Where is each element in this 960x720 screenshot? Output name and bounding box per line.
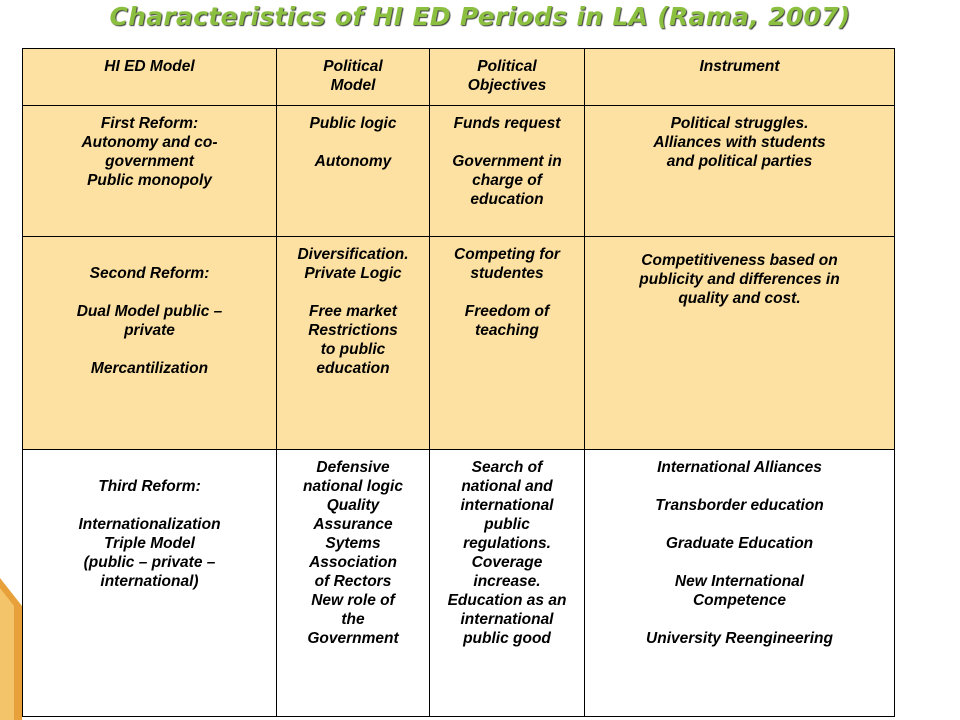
- table-cell: [277, 106, 430, 237]
- header-text: HI ED Model: [104, 58, 195, 75]
- cell-text: Funds request Government in charge of education: [452, 115, 562, 208]
- table-row-first-reform: [23, 106, 895, 237]
- table-cell: [430, 237, 585, 450]
- cell-text: Competing for studentes Freedom of teaching: [454, 246, 560, 339]
- cell-text: Diversification. Private Logic Free market Restrictions to public education: [297, 246, 409, 377]
- characteristics-table: [22, 48, 895, 717]
- table-header-row: [23, 49, 895, 106]
- header-political-model: [277, 49, 430, 106]
- table-row-third-reform: [23, 450, 895, 717]
- table-cell: [277, 450, 430, 717]
- decorative-corner-shape: [0, 578, 22, 720]
- table-row-second-reform: [23, 237, 895, 450]
- header-text: Instrument: [699, 58, 780, 75]
- header-text: Political Objectives: [467, 58, 547, 94]
- table-cell: [430, 450, 585, 717]
- header-hi-ed-model: [23, 49, 277, 106]
- header-text: Political Model: [323, 58, 383, 94]
- header-political-objectives: [430, 49, 585, 106]
- table-cell: [23, 106, 277, 237]
- header-instrument: [585, 49, 895, 106]
- table-cell: [585, 106, 895, 237]
- cell-text: Competitiveness based on publicity and differences in quality and cost.: [639, 252, 840, 307]
- slide-title: Characteristics of HI ED Periods in LA (Rama, 2007): [109, 2, 851, 31]
- table-cell: [277, 237, 430, 450]
- cell-text: Political struggles. Alliances with students and political parties: [653, 115, 826, 170]
- cell-text: Second Reform: Dual Model public – private Mercantilization: [76, 265, 223, 377]
- table-cell: [430, 106, 585, 237]
- cell-text: Third Reform: Internationalization Triple Model (public – private – international): [78, 478, 221, 590]
- table-cell: [585, 237, 895, 450]
- table-cell: [23, 237, 277, 450]
- table-cell: [585, 450, 895, 717]
- cell-text: International Alliances Transborder education Graduate Education New International Competence University Reengineering: [646, 459, 833, 647]
- cell-text: Search of national and international public regulations. Coverage increase. Education as an international public good: [447, 459, 567, 647]
- cell-text: First Reform: Autonomy and co- government Public monopoly: [81, 115, 218, 189]
- table-cell: [23, 450, 277, 717]
- cell-text: Defensive national logic Quality Assurance Sytems Association of Rectors New role of the Government: [303, 459, 403, 647]
- cell-text: Public logic Autonomy: [309, 115, 397, 170]
